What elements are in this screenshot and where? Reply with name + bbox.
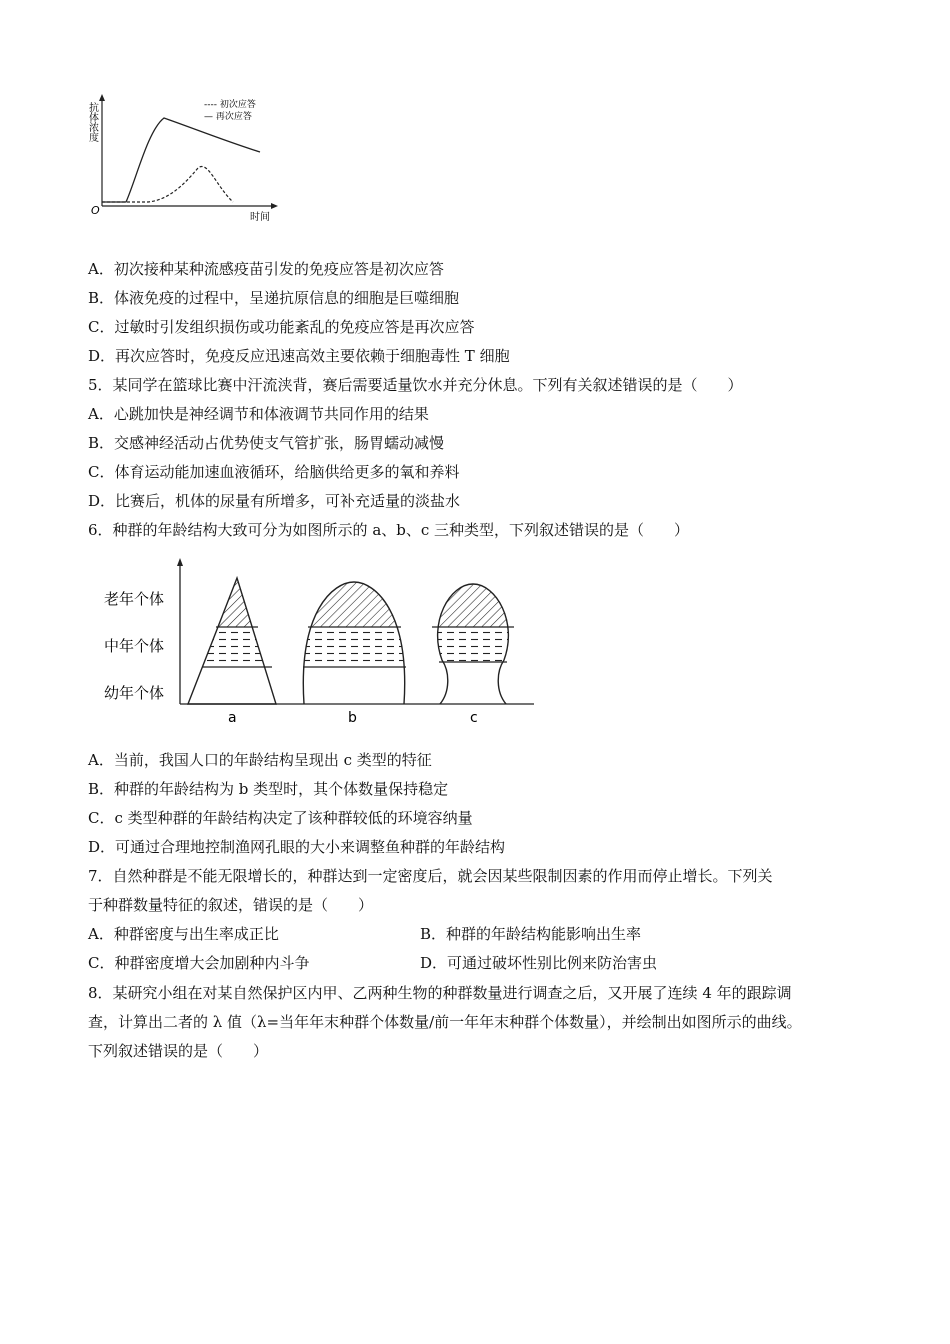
y-axis-label: 抗体浓度 [86,102,98,142]
secondary-response-curve [102,118,260,202]
q8-stem-line1: 8．某研究小组在对某自然保护区内甲、乙两种生物的种群数量进行调查之后，又开展了连续 4 年的跟踪调 [88,984,792,1002]
q8-stem-line2: 查，计算出二者的 λ 值（λ=当年年末种群个体数量/前一年年末种群个体数量），并绘制出如图所示的曲线。 [88,1013,802,1031]
q4-option-d: D．再次应答时，免疫反应迅速高效主要依赖于细胞毒性 T 细胞 [88,347,510,365]
label-old: 老年个体 [104,590,165,608]
x-axis-label: 时间 [250,212,270,223]
q7-stem-line1: 7．自然种群是不能无限增长的，种群达到一定密度后，就会因某些限制因素的作用而停止增长。下列关 [88,867,773,885]
legend-primary: ---- 初次应答 [204,100,256,110]
q7-option-b: B．种群的年龄结构能影响出生率 [420,925,642,943]
q7-stem-line2: 于种群数量特征的叙述，错误的是（ ） [88,896,374,914]
legend-secondary: — 再次应答 [204,112,252,122]
shape-c [428,577,518,662]
q5-stem: 5．某同学在篮球比赛中汗流浃背，赛后需要适量饮水并充分休息。下列有关叙述错误的是（ ） [88,376,743,394]
q8-stem-line3: 下列叙述错误的是（ ） [88,1042,269,1060]
type-label-b: b [348,710,357,726]
y-axis-arrow [99,94,105,101]
q6-option-d: D．可通过合理地控制渔网孔眼的大小来调整鱼种群的年龄结构 [88,838,506,856]
label-middle: 中年个体 [104,637,165,655]
type-label-a: a [228,710,237,726]
x-axis-arrow [271,203,278,209]
q5-option-c: C．体育运动能加速血液循环，给脑供给更多的氧和养料 [88,463,460,481]
q4-option-c: C．过敏时引发组织损伤或功能紊乱的免疫应答是再次应答 [88,318,475,336]
q7-option-d: D．可通过破坏性别比例来防治害虫 [420,954,658,972]
primary-response-curve [102,167,233,202]
figure-y-arrow [177,558,183,566]
antibody-response-figure [88,90,288,230]
shape-a [178,572,288,667]
q7-option-c: C．种群密度增大会加剧种内斗争 [88,954,310,972]
type-label-c: c [470,710,478,726]
origin-label: O [91,204,100,217]
q5-option-d: D．比赛后，机体的尿量有所增多，可补充适量的淡盐水 [88,492,461,510]
q5-option-a: A．心跳加快是神经调节和体液调节共同作用的结果 [88,405,429,423]
q7-option-a: A．种群密度与出生率成正比 [88,925,279,943]
q6-option-c: C．c 类型种群的年龄结构决定了该种群较低的环境容纳量 [88,809,473,827]
q4-option-b: B．体液免疫的过程中，呈递抗原信息的细胞是巨噬细胞 [88,289,460,307]
q6-option-b: B．种群的年龄结构为 b 类型时，其个体数量保持稳定 [88,780,449,798]
label-young: 幼年个体 [104,684,165,702]
q6-option-a: A．当前，我国人口的年龄结构呈现出 c 类型的特征 [88,751,432,769]
q5-option-b: B．交感神经活动占优势使支气管扩张，肠胃蠕动减慢 [88,434,445,452]
age-structure-figure [98,552,538,730]
q4-option-a: A．初次接种某种流感疫苗引发的免疫应答是初次应答 [88,260,444,278]
q6-stem: 6．种群的年龄结构大致可分为如图所示的 a、b、c 三种类型，下列叙述错误的是（ ） [88,521,690,539]
